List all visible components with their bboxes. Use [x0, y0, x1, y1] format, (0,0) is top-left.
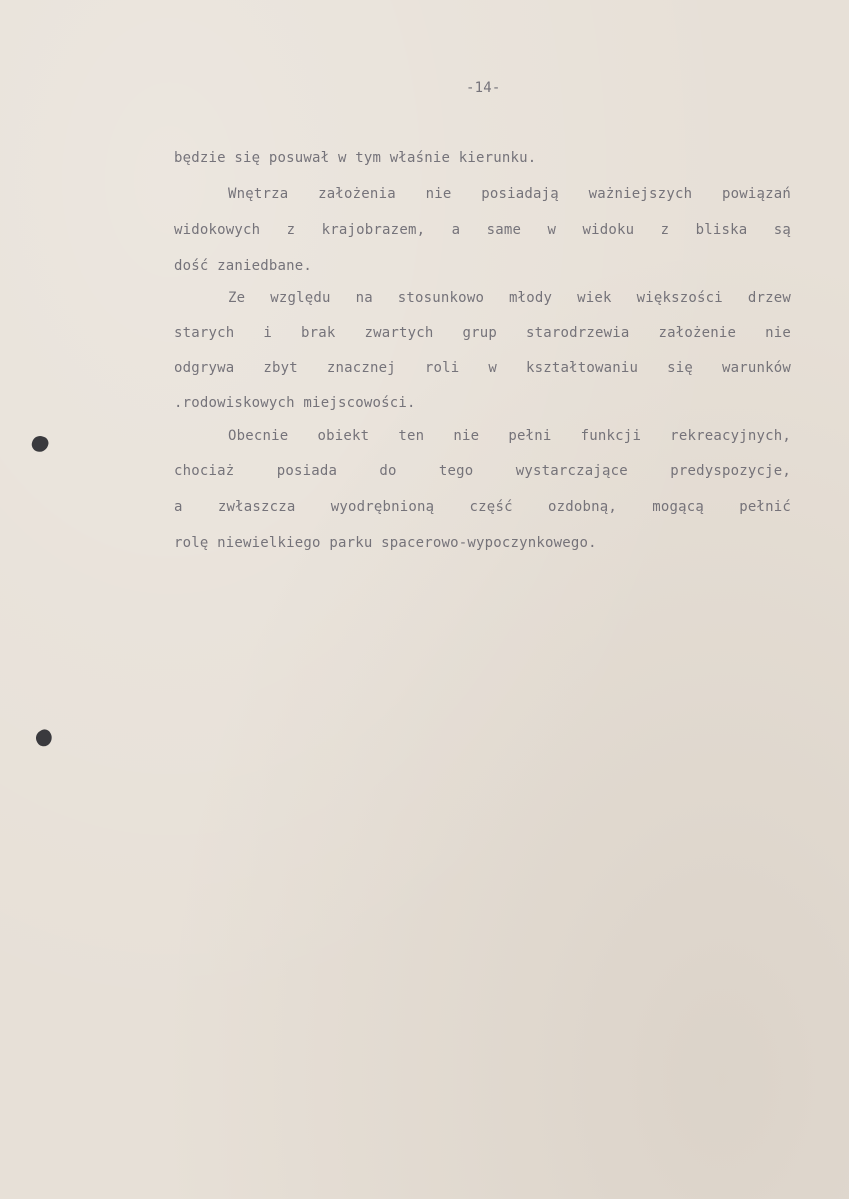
text-line: odgrywa zbyt znacznej roli w kształtowaniu się warunków	[174, 360, 791, 376]
text-line: chociaż posiada do tego wystarczające predyspozycje,	[174, 463, 791, 479]
text-line: rolę niewielkiego parku spacerowo-wypoczynkowego.	[174, 535, 597, 551]
text-line: będzie się posuwał w tym właśnie kierunku.	[174, 150, 537, 166]
text-line: Ze względu na stosunkowo młody wiek większości drzew	[228, 290, 791, 306]
text-line: widokowych z krajobrazem, a same w widoku z bliska są	[174, 222, 791, 238]
page-number: -14-	[466, 80, 501, 96]
text-line: a zwłaszcza wyodrębnioną część ozdobną, mogącą pełnić	[174, 499, 791, 515]
text-line: .rodowiskowych miejscowości.	[174, 395, 416, 411]
punch-hole	[33, 727, 55, 749]
punch-hole	[30, 434, 51, 455]
text-line: Wnętrza założenia nie posiadają ważniejszych powiązań	[228, 186, 791, 202]
text-line: dość zaniedbane.	[174, 258, 313, 274]
text-line: starych i brak zwartych grup starodrzewia założenie nie	[174, 325, 791, 341]
text-line: Obecnie obiekt ten nie pełni funkcji rekreacyjnych,	[228, 428, 791, 444]
